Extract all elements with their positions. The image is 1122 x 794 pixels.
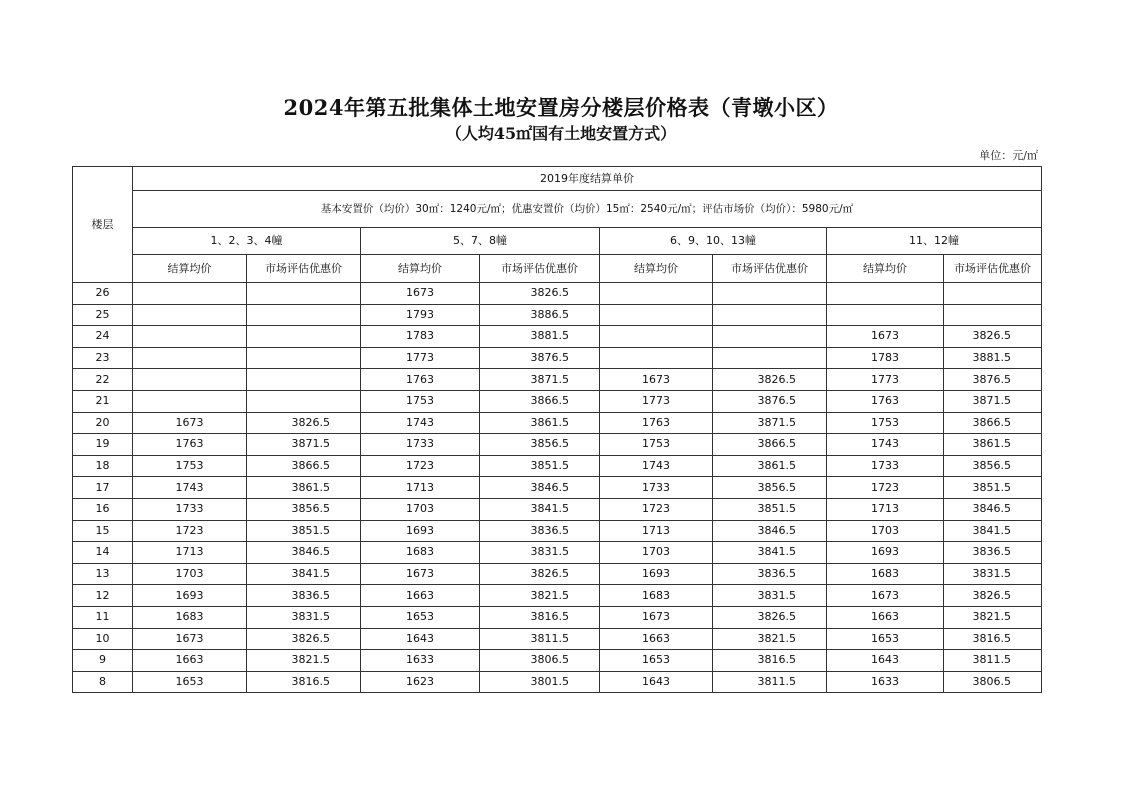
market-price-cell: 3861.5 xyxy=(944,434,1042,456)
market-price-cell: 3866.5 xyxy=(480,390,600,412)
settlement-price-cell: 1763 xyxy=(600,412,713,434)
market-price-cell: 3876.5 xyxy=(480,347,600,369)
column-header: 结算均价 xyxy=(827,255,944,283)
table-row xyxy=(73,455,1042,477)
market-price-cell: 3826.5 xyxy=(713,369,827,391)
market-price-cell: 3841.5 xyxy=(247,563,361,585)
settlement-price-cell: 1753 xyxy=(133,455,247,477)
settlement-price-cell xyxy=(827,283,944,305)
settlement-price-cell: 1703 xyxy=(600,542,713,564)
market-price-cell: 3816.5 xyxy=(713,650,827,672)
market-price-cell: 3841.5 xyxy=(480,498,600,520)
settlement-price-cell: 1663 xyxy=(600,628,713,650)
floor-cell: 12 xyxy=(73,585,133,607)
group-header: 6、9、10、13幢 xyxy=(600,228,827,255)
table-row xyxy=(73,650,1042,672)
table-row xyxy=(73,542,1042,564)
market-price-cell: 3856.5 xyxy=(944,455,1042,477)
market-price-cell: 3871.5 xyxy=(247,434,361,456)
settlement-price-cell: 1673 xyxy=(827,585,944,607)
floor-cell: 11 xyxy=(73,606,133,628)
settlement-price-cell: 1653 xyxy=(600,650,713,672)
settlement-price-cell: 1703 xyxy=(133,563,247,585)
market-price-cell: 3871.5 xyxy=(713,412,827,434)
settlement-price-cell: 1783 xyxy=(827,347,944,369)
settlement-price-cell: 1683 xyxy=(133,606,247,628)
settlement-price-cell: 1633 xyxy=(827,671,944,693)
market-price-cell: 3836.5 xyxy=(247,585,361,607)
market-price-cell: 3841.5 xyxy=(713,542,827,564)
settlement-price-cell xyxy=(133,304,247,326)
market-price-cell: 3836.5 xyxy=(713,563,827,585)
market-price-cell: 3836.5 xyxy=(944,542,1042,564)
floor-cell: 10 xyxy=(73,628,133,650)
floor-cell: 16 xyxy=(73,498,133,520)
settlement-price-cell: 1653 xyxy=(133,671,247,693)
settlement-price-cell xyxy=(133,369,247,391)
settlement-price-cell: 1653 xyxy=(827,628,944,650)
market-price-cell: 3846.5 xyxy=(480,477,600,499)
settlement-price-cell: 1763 xyxy=(361,369,480,391)
settlement-price-cell: 1713 xyxy=(361,477,480,499)
settlement-price-cell: 1673 xyxy=(361,563,480,585)
table-row xyxy=(73,628,1042,650)
floor-cell: 13 xyxy=(73,563,133,585)
market-price-cell: 3816.5 xyxy=(247,671,361,693)
market-price-cell: 3841.5 xyxy=(944,520,1042,542)
market-price-cell: 3821.5 xyxy=(944,606,1042,628)
settlement-price-cell: 1653 xyxy=(361,606,480,628)
market-price-cell: 3816.5 xyxy=(944,628,1042,650)
market-price-cell: 3856.5 xyxy=(480,434,600,456)
settlement-price-cell: 1723 xyxy=(827,477,944,499)
settlement-price-cell: 1683 xyxy=(827,563,944,585)
settlement-price-cell: 1693 xyxy=(827,542,944,564)
market-price-cell: 3846.5 xyxy=(247,542,361,564)
market-price-cell: 3831.5 xyxy=(247,606,361,628)
document-subtitle: （人均45㎡国有土地安置方式） xyxy=(445,124,677,143)
settlement-price-cell: 1643 xyxy=(827,650,944,672)
table-row xyxy=(73,326,1042,348)
table-row xyxy=(73,304,1042,326)
unit-label: 单位：元/㎡ xyxy=(979,149,1038,162)
market-price-cell: 3826.5 xyxy=(944,326,1042,348)
settlement-price-cell: 1673 xyxy=(600,369,713,391)
settlement-price-cell: 1793 xyxy=(361,304,480,326)
settlement-price-cell xyxy=(600,326,713,348)
market-price-cell: 3801.5 xyxy=(480,671,600,693)
market-price-cell xyxy=(247,390,361,412)
settlement-price-cell: 1673 xyxy=(133,412,247,434)
market-price-cell: 3851.5 xyxy=(480,455,600,477)
settlement-price-cell: 1693 xyxy=(600,563,713,585)
table-row xyxy=(73,477,1042,499)
table-row xyxy=(73,606,1042,628)
settlement-price-cell: 1723 xyxy=(133,520,247,542)
floor-cell: 8 xyxy=(73,671,133,693)
settlement-price-cell: 1773 xyxy=(827,369,944,391)
market-price-cell: 3816.5 xyxy=(480,606,600,628)
market-price-cell: 3821.5 xyxy=(247,650,361,672)
settlement-price-cell: 1733 xyxy=(361,434,480,456)
column-header: 市场评估优惠价 xyxy=(944,255,1042,283)
settlement-price-cell: 1783 xyxy=(361,326,480,348)
group-header: 1、2、3、4幢 xyxy=(133,228,361,255)
price-table xyxy=(72,166,1042,693)
settlement-price-cell: 1683 xyxy=(600,585,713,607)
settlement-price-cell: 1743 xyxy=(361,412,480,434)
settlement-price-cell: 1663 xyxy=(361,585,480,607)
market-price-cell: 3851.5 xyxy=(713,498,827,520)
market-price-cell xyxy=(713,304,827,326)
settlement-price-cell: 1703 xyxy=(827,520,944,542)
settlement-price-cell xyxy=(827,304,944,326)
market-price-cell xyxy=(247,326,361,348)
floor-cell: 17 xyxy=(73,477,133,499)
market-price-cell: 3831.5 xyxy=(480,542,600,564)
market-price-cell: 3861.5 xyxy=(713,455,827,477)
settlement-price-cell: 1753 xyxy=(600,434,713,456)
settlement-price-cell: 1713 xyxy=(827,498,944,520)
market-price-cell: 3846.5 xyxy=(713,520,827,542)
column-header: 市场评估优惠价 xyxy=(713,255,827,283)
floor-cell: 15 xyxy=(73,520,133,542)
table-row xyxy=(73,369,1042,391)
market-price-cell: 3866.5 xyxy=(247,455,361,477)
group-header: 11、12幢 xyxy=(827,228,1042,255)
settlement-price-cell xyxy=(133,326,247,348)
market-price-cell: 3866.5 xyxy=(944,412,1042,434)
basic-price-info: 基本安置价（均价）30㎡：1240元/㎡；优惠安置价（均价）15㎡：2540元/㎡；评估市场价（均价）：5980元/㎡ xyxy=(133,191,1042,228)
market-price-cell: 3871.5 xyxy=(480,369,600,391)
floor-cell: 22 xyxy=(73,369,133,391)
table-row xyxy=(73,283,1042,305)
settlement-price-cell: 1643 xyxy=(600,671,713,693)
document-title: 2024年第五批集体土地安置房分楼层价格表（青墩小区） xyxy=(283,95,839,120)
settlement-price-cell: 1773 xyxy=(361,347,480,369)
column-header: 市场评估优惠价 xyxy=(247,255,361,283)
floor-cell: 19 xyxy=(73,434,133,456)
floor-cell: 24 xyxy=(73,326,133,348)
market-price-cell: 3886.5 xyxy=(480,304,600,326)
market-price-cell: 3821.5 xyxy=(713,628,827,650)
column-header: 结算均价 xyxy=(600,255,713,283)
year-header: 2019年度结算单价 xyxy=(133,167,1042,191)
floor-cell: 9 xyxy=(73,650,133,672)
market-price-cell: 3806.5 xyxy=(944,671,1042,693)
floor-cell: 26 xyxy=(73,283,133,305)
settlement-price-cell: 1693 xyxy=(133,585,247,607)
market-price-cell: 3806.5 xyxy=(480,650,600,672)
settlement-price-cell xyxy=(133,283,247,305)
settlement-price-cell: 1723 xyxy=(600,498,713,520)
market-price-cell: 3876.5 xyxy=(713,390,827,412)
group-header: 5、7、8幢 xyxy=(361,228,600,255)
settlement-price-cell: 1703 xyxy=(361,498,480,520)
market-price-cell: 3836.5 xyxy=(480,520,600,542)
floor-header: 楼层 xyxy=(73,167,133,283)
settlement-price-cell: 1663 xyxy=(827,606,944,628)
settlement-price-cell: 1723 xyxy=(361,455,480,477)
market-price-cell: 3821.5 xyxy=(480,585,600,607)
settlement-price-cell: 1743 xyxy=(827,434,944,456)
table-row xyxy=(73,347,1042,369)
market-price-cell xyxy=(944,304,1042,326)
market-price-cell xyxy=(247,347,361,369)
settlement-price-cell xyxy=(133,347,247,369)
settlement-price-cell: 1663 xyxy=(133,650,247,672)
market-price-cell xyxy=(247,283,361,305)
settlement-price-cell xyxy=(133,390,247,412)
market-price-cell: 3811.5 xyxy=(944,650,1042,672)
settlement-price-cell: 1713 xyxy=(600,520,713,542)
market-price-cell: 3826.5 xyxy=(247,628,361,650)
floor-cell: 14 xyxy=(73,542,133,564)
settlement-price-cell: 1643 xyxy=(361,628,480,650)
settlement-price-cell: 1743 xyxy=(133,477,247,499)
market-price-cell: 3826.5 xyxy=(944,585,1042,607)
market-price-cell: 3881.5 xyxy=(944,347,1042,369)
market-price-cell: 3851.5 xyxy=(247,520,361,542)
column-header: 结算均价 xyxy=(133,255,247,283)
market-price-cell: 3861.5 xyxy=(480,412,600,434)
settlement-price-cell: 1683 xyxy=(361,542,480,564)
market-price-cell: 3866.5 xyxy=(713,434,827,456)
settlement-price-cell xyxy=(600,283,713,305)
settlement-price-cell: 1733 xyxy=(600,477,713,499)
settlement-price-cell: 1673 xyxy=(361,283,480,305)
settlement-price-cell: 1673 xyxy=(600,606,713,628)
settlement-price-cell: 1673 xyxy=(827,326,944,348)
market-price-cell xyxy=(713,347,827,369)
column-header: 市场评估优惠价 xyxy=(480,255,600,283)
market-price-cell: 3861.5 xyxy=(247,477,361,499)
settlement-price-cell: 1733 xyxy=(133,498,247,520)
market-price-cell: 3826.5 xyxy=(247,412,361,434)
market-price-cell: 3856.5 xyxy=(247,498,361,520)
market-price-cell: 3871.5 xyxy=(944,390,1042,412)
market-price-cell: 3811.5 xyxy=(713,671,827,693)
settlement-price-cell: 1763 xyxy=(133,434,247,456)
market-price-cell xyxy=(944,283,1042,305)
settlement-price-cell: 1713 xyxy=(133,542,247,564)
market-price-cell xyxy=(713,326,827,348)
table-row xyxy=(73,563,1042,585)
floor-cell: 20 xyxy=(73,412,133,434)
settlement-price-cell: 1733 xyxy=(827,455,944,477)
settlement-price-cell: 1623 xyxy=(361,671,480,693)
settlement-price-cell: 1763 xyxy=(827,390,944,412)
table-row xyxy=(73,498,1042,520)
table-row xyxy=(73,412,1042,434)
settlement-price-cell: 1753 xyxy=(361,390,480,412)
market-price-cell: 3826.5 xyxy=(713,606,827,628)
market-price-cell: 3881.5 xyxy=(480,326,600,348)
market-price-cell: 3831.5 xyxy=(713,585,827,607)
settlement-price-cell: 1773 xyxy=(600,390,713,412)
settlement-price-cell xyxy=(600,304,713,326)
table-row xyxy=(73,671,1042,693)
market-price-cell xyxy=(247,304,361,326)
market-price-cell xyxy=(247,369,361,391)
table-row xyxy=(73,520,1042,542)
settlement-price-cell xyxy=(600,347,713,369)
table-row xyxy=(73,390,1042,412)
market-price-cell: 3876.5 xyxy=(944,369,1042,391)
table-row xyxy=(73,434,1042,456)
floor-cell: 23 xyxy=(73,347,133,369)
market-price-cell: 3831.5 xyxy=(944,563,1042,585)
market-price-cell: 3811.5 xyxy=(480,628,600,650)
market-price-cell: 3856.5 xyxy=(713,477,827,499)
settlement-price-cell: 1673 xyxy=(133,628,247,650)
column-header: 结算均价 xyxy=(361,255,480,283)
floor-cell: 18 xyxy=(73,455,133,477)
market-price-cell xyxy=(713,283,827,305)
table-row xyxy=(73,585,1042,607)
market-price-cell: 3826.5 xyxy=(480,283,600,305)
settlement-price-cell: 1693 xyxy=(361,520,480,542)
market-price-cell: 3826.5 xyxy=(480,563,600,585)
market-price-cell: 3846.5 xyxy=(944,498,1042,520)
settlement-price-cell: 1633 xyxy=(361,650,480,672)
floor-cell: 25 xyxy=(73,304,133,326)
settlement-price-cell: 1753 xyxy=(827,412,944,434)
floor-cell: 21 xyxy=(73,390,133,412)
market-price-cell: 3851.5 xyxy=(944,477,1042,499)
settlement-price-cell: 1743 xyxy=(600,455,713,477)
